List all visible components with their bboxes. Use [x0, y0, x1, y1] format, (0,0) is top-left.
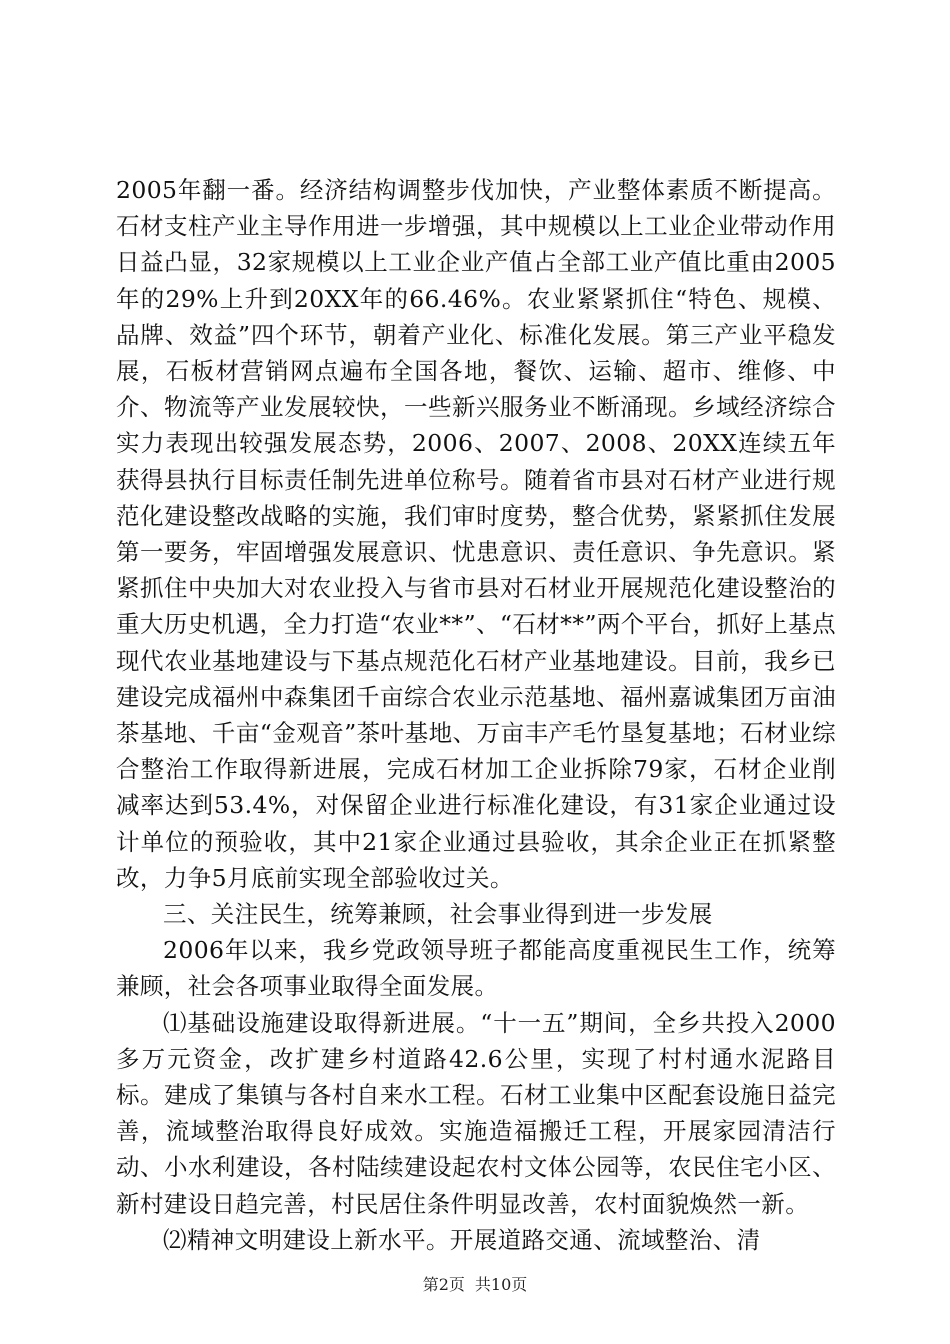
paragraph-infrastructure: ⑴基础设施建设取得新进展。“十一五”期间，全乡共投入2000多万元资金，改扩建乡村道路42.6公里，实现了村村通水泥路目标。建成了集镇与各村自来水工程。石材工业集中区配套设施日益完善，流域整治取得良好成效。实施造福搬迁工程，开展家园清洁行动、小水利建设，各村陆续建设起农村文体公园等，农民住宅小区、新村建设日趋完善，村民居住条件明显改善，农村面貌焕然一新。: [116, 1008, 836, 1218]
document-body: [116, 172, 836, 1258]
paragraph-civilization: ⑵精神文明建设上新水平。开展道路交通、流域整治、清: [163, 1225, 761, 1254]
paragraph-livelihood-intro: 2006年以来，我乡党政领导班子都能高度重视民生工作，统筹兼顾，社会各项事业取得全面发展。: [116, 936, 836, 1001]
paragraph-economy: 2005年翻一番。经济结构调整步伐加快，产业整体素质不断提高。石材支柱产业主导作用进一步增强，其中规模以上工业企业带动作用日益凸显，32家规模以上工业企业产值占全部工业产值比重由2005年的29%上升到20XX年的66.46%。农业紧紧抓住“特色、规模、品牌、效益”四个环节，朝着产业化、标准化发展。第三产业平稳发展，石板材营销网点遍布全国各地，餐饮、运输、超市、维修、中介、物流等产业发展较快，一些新兴服务业不断涌现。乡域经济综合实力表现出较强发展态势，2006、2007、2008、20XX连续五年获得县执行目标责任制先进单位称号。随着省市县对石材产业进行规范化建设整改战略的实施，我们审时度势，整合优势，紧紧抓住发展第一要务，牢固增强发展意识、忧患意识、责任意识、争先意识。紧紧抓住中央加大对农业投入与省市县对石材业开展规范化建设整治的重大历史机遇，全力打造“农业**”、“石材**”两个平台，抓好上基点现代农业基地建设与下基点规范化石材产业基地建设。目前，我乡已建设完成福州中森集团千亩综合农业示范基地、福州嘉诚集团万亩油茶基地、千亩“金观音”茶叶基地、万亩丰产毛竹垦复基地；石材业综合整治工作取得新进展，完成石材加工企业拆除79家，石材企业削减率达到53.4%，对保留企业进行标准化建设，有31家企业通过设计单位的预验收，其中21家企业通过县验收，其余企业正在抓紧整改，力争5月底前实现全部验收过关。: [116, 176, 836, 892]
section-heading-livelihood: 三、关注民生，统筹兼顾，社会事业得到进一步发展: [163, 900, 713, 929]
page-footer: [0, 1272, 950, 1295]
total-pages: 共10页: [474, 1275, 528, 1294]
page-number: 第2页: [422, 1275, 465, 1294]
